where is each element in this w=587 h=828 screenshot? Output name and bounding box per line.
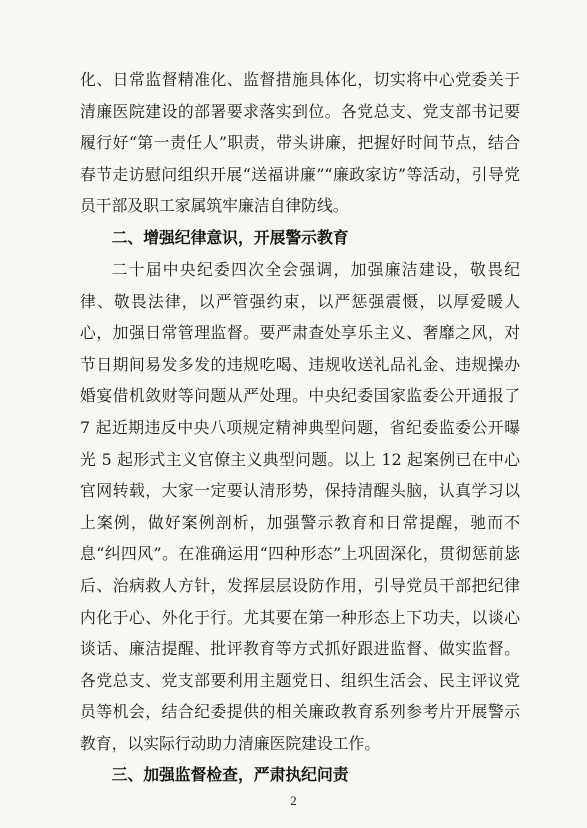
section-heading-2: 二、增强纪律意识，开展警示教育 xyxy=(111,227,349,247)
paragraph-discipline-education: 二十届中央纪委四次全会强调，加强廉洁建设，敬畏纪律、敬畏法律，以严管强约束，以严惩强震慑，以厚爱暖人心，加强日常管理监督。要严肃查处享乐主义、奢靡之风，对节日期间易发多发的违规吃喝、违规收送礼品礼金、违规操办婚宴借机敛财等问题从严处理。中央纪委国家监委公开通报了 7 起近期违反中央八项规定精神典型问题，省纪委监委公开曝光 5 起形式主义官僚主义典型问题。以上 12 起案例已在中心官网转载，大家一定要认清形势，保持清醒头脑，认真学习以上案例，做好案例剖析，加强警示教育和日常提醒，驰而不息“纠四风”。在准确运用“四种形态”上巩固深化，贯彻惩前毖后、治病救人方针，发挥层层设防作用，引导党员干部把纪律内化于心、外化于行。尤其要在第一种形态上下功夫，以谈心谈话、廉洁提醒、批评教育等方式抓好跟进监督、做实监督。各党总支、党支部要利用主题党日、组织生活会、民主评议党员等机会，结合纪委提供的相关廉政教育系列参考片开展警示教育，以实际行动助力清廉医院建设工作。 xyxy=(80,259,520,753)
section-heading-3: 三、加强监督检查，严肃执纪问责 xyxy=(111,765,349,785)
page-number: 2 xyxy=(290,793,297,808)
document-body xyxy=(80,64,520,791)
paragraph-continuation: 化、日常监督精准化、监督措施具体化，切实将中心党委关于清廉医院建设的部署要求落实到位。各党总支、党支部书记要履行好“第一责任人”职责，带头讲廉，把握好时间节点，结合春节走访慰问组织开展“送福讲廉”“廉政家访”等活动，引导党员干部及职工家属筑牢廉洁自律防线。 xyxy=(80,70,520,216)
